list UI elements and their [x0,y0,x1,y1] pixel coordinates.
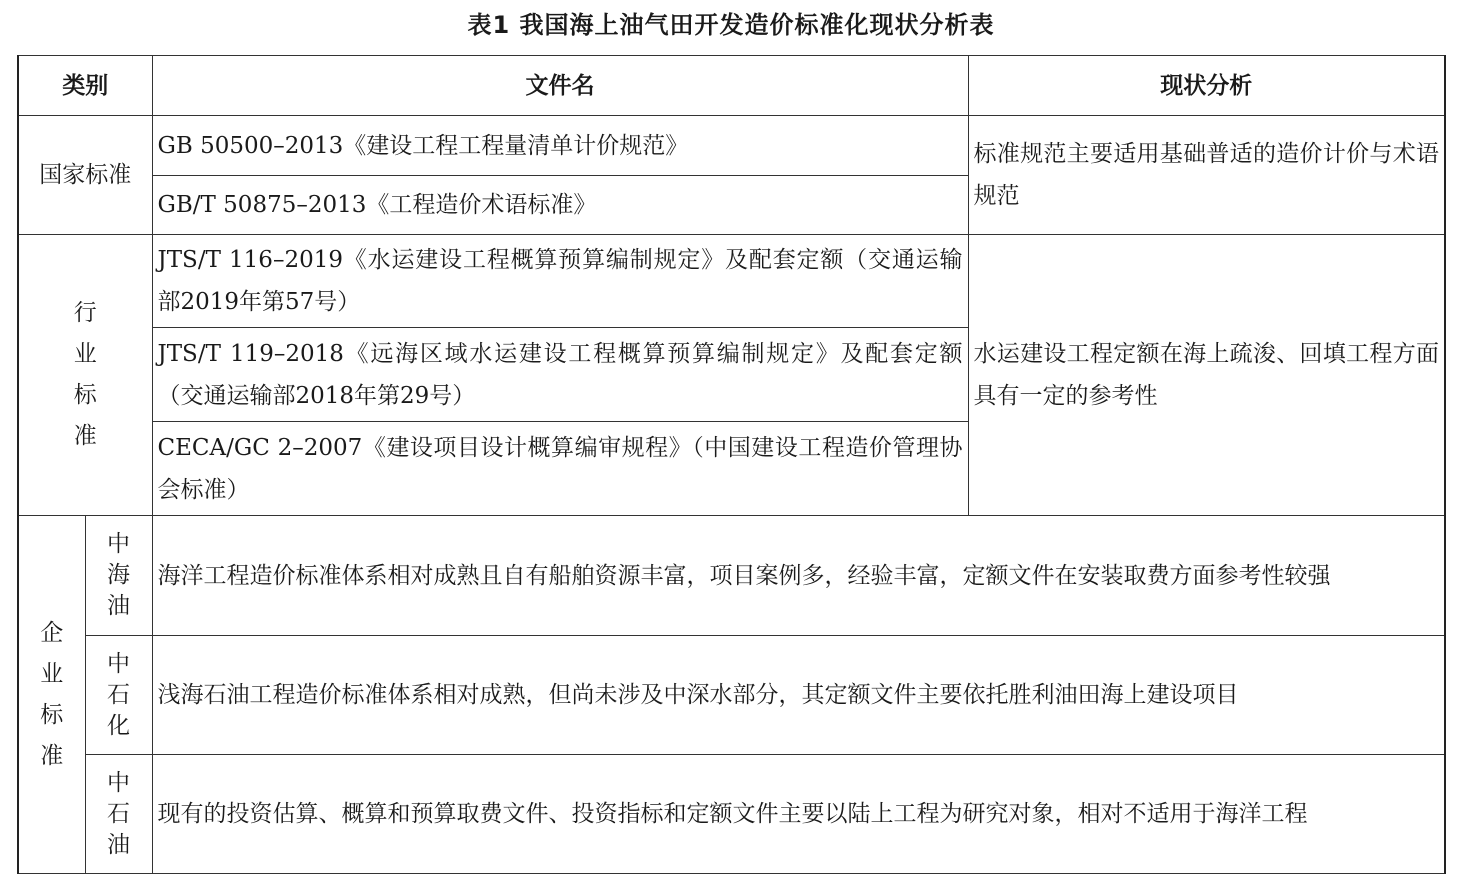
file-cell: GB/T 50875–2013《工程造价术语标准》 [152,176,968,235]
company-cell [85,636,152,755]
file-cell: GB 50500–2013《建设工程工程量清单计价规范》 [152,116,968,176]
company-cell [85,755,152,874]
category-enterprise-label: 企业标准 [40,619,64,769]
table-row [18,116,1445,176]
table-row [18,235,1445,328]
company-label: 中石化 [107,650,130,739]
table-header-row [18,56,1445,116]
category-industry-label: 行业标准 [73,300,97,449]
company-label: 中海油 [107,531,130,619]
header-filename: 文件名 [152,56,968,116]
analysis-national: 标准规范主要适用基础普适的造价计价与术语规范 [968,116,1445,235]
table-caption: 表1 我国海上油气田开发造价标准化现状分析表 [467,11,995,39]
standards-table [17,55,1446,874]
enterprise-analysis-cell: 现有的投资估算、概算和预算取费文件、投资指标和定额文件主要以陆上工程为研究对象，相对不适用于海洋工程 [152,755,1445,874]
file-cell: JTS/T 119–2018《远海区域水运建设工程概算预算编制规定》及配套定额（交通运输部2018年第29号） [152,328,968,422]
category-national: 国家标准 [18,116,152,235]
file-cell: CECA/GC 2–2007《建设项目设计概算编审规程》（中国建设工程造价管理协会标准） [152,422,968,516]
file-cell: JTS/T 116–2019《水运建设工程概算预算编制规定》及配套定额（交通运输部2019年第57号） [152,235,968,328]
enterprise-analysis-cell: 海洋工程造价标准体系相对成熟且自有船舶资源丰富，项目案例多，经验丰富，定额文件在安装取费方面参考性较强 [152,516,1445,636]
analysis-industry: 水运建设工程定额在海上疏浚、回填工程方面具有一定的参考性 [968,235,1445,516]
header-analysis: 现状分析 [968,56,1445,116]
header-category: 类别 [18,56,152,116]
company-label: 中石油 [107,769,130,858]
enterprise-analysis-cell: 浅海石油工程造价标准体系相对成熟，但尚未涉及中深水部分，其定额文件主要依托胜利油田海上建设项目 [152,636,1445,755]
category-enterprise [18,516,85,874]
company-cell [85,516,152,636]
category-industry [18,235,152,516]
table-row [18,636,1445,755]
table-row [18,755,1445,874]
table-row [18,516,1445,636]
